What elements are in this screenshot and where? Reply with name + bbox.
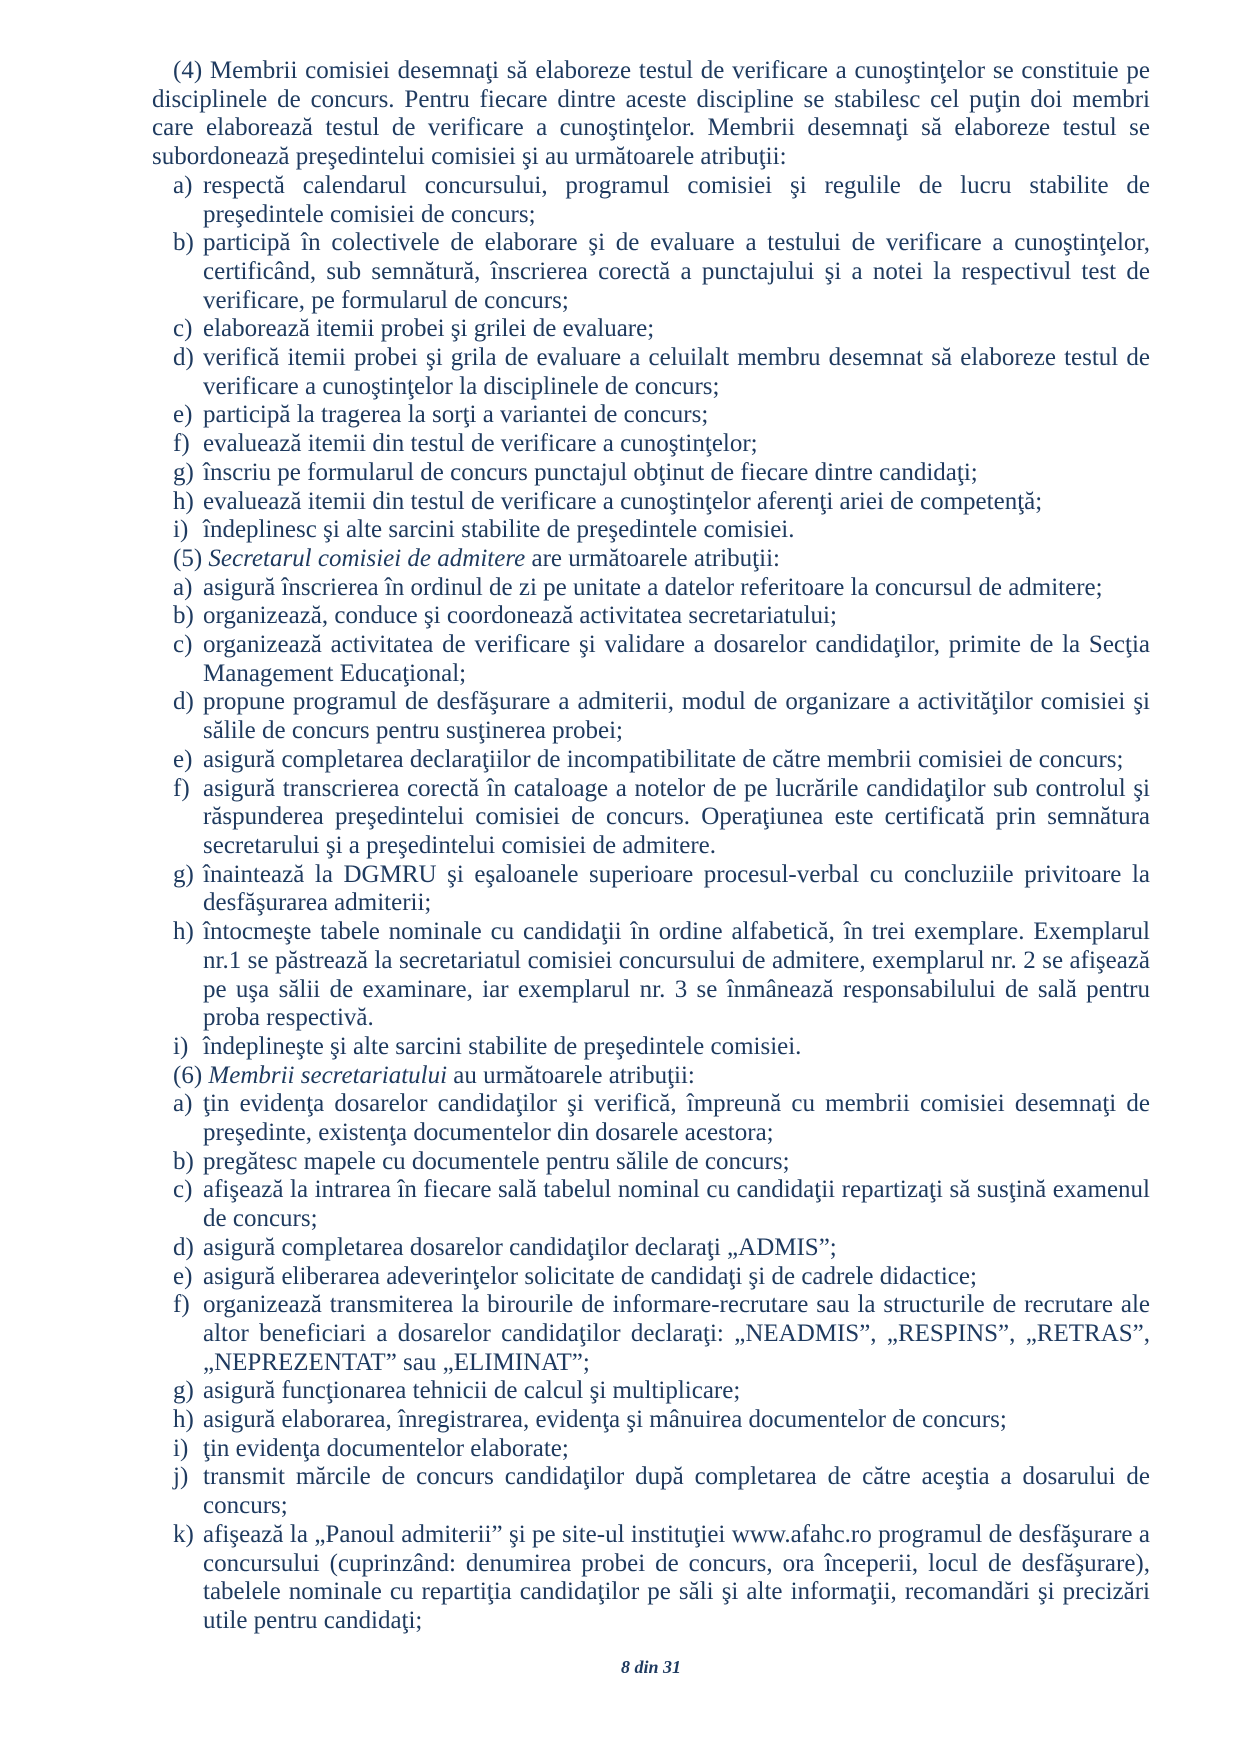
- item-text: propune programul de desfăşurare a admiterii, modul de organizare a activităţilor comisiei şi sălile de concurs pentru susţinerea probei;: [203, 688, 1150, 745]
- list-item: [152, 1090, 1150, 1147]
- section-title-italic: Membrii secretariatului: [208, 1061, 448, 1089]
- item-marker: h): [173, 1406, 194, 1434]
- list-item: [152, 688, 1150, 745]
- list-item: [152, 1435, 1150, 1464]
- item-text: asigură funcţionarea tehnicii de calcul şi multiplicare;: [203, 1377, 741, 1405]
- item-marker: b): [173, 602, 194, 630]
- list-item: [152, 1176, 1150, 1233]
- item-text: evaluează itemii din testul de verificare a cunoştinţelor aferenţi ariei de competenţă;: [203, 487, 1043, 515]
- item-marker: a): [173, 573, 193, 601]
- list-item: [152, 1148, 1150, 1177]
- section-4-heading: [152, 57, 1150, 172]
- section-title-italic: Secretarul comisiei de admitere: [208, 544, 526, 572]
- item-marker: e): [173, 401, 193, 429]
- item-text: organizează activitatea de verificare şi validare a dosarelor candidaţilor, primite de la Secţia Management Educaţional;: [203, 631, 1150, 687]
- list-item: [152, 172, 1150, 229]
- item-marker: i): [173, 516, 189, 544]
- item-marker: b): [173, 1147, 194, 1175]
- section-heading-text: Membrii comisiei desemnaţi să elaboreze testul de verificare a cunoştinţelor se constituie pe disciplinele de concurs. Pentru fiecare dintre aceste discipline se stabilesc cel puţin doi membri care elaborează testul de verificare a cunoştinţelor. Membrii desemnaţi să elaboreze testul se subordonează preşedintelui comisiei şi au următoarele atribuţii:: [152, 57, 1150, 171]
- item-marker: h): [173, 918, 194, 946]
- item-text: asigură completarea declaraţiilor de incompatibilitate de către membrii comisiei de concurs;: [203, 745, 1124, 773]
- item-marker: a): [173, 1090, 193, 1118]
- item-marker: b): [173, 229, 194, 257]
- item-text: înaintează la DGMRU şi eşaloanele superioare procesul-verbal cu concluziile privitoare la desfăşurarea admiterii;: [203, 860, 1150, 917]
- section-heading-text: au următoarele atribuţii:: [447, 1061, 695, 1089]
- item-text: respectă calendarul concursului, programul comisiei şi regulile de lucru stabilite de preşedintele comisiei de concurs;: [203, 171, 1150, 228]
- list-item: [152, 488, 1150, 517]
- item-marker: e): [173, 745, 193, 773]
- item-marker: g): [173, 458, 194, 486]
- item-marker: i): [173, 1032, 189, 1060]
- item-marker: e): [173, 1262, 193, 1290]
- section-heading-text: are următoarele atribuţii:: [525, 544, 780, 572]
- page-number: 8 din 31: [620, 1657, 681, 1677]
- list-item: [152, 430, 1150, 459]
- list-item: [152, 459, 1150, 488]
- section-number: (6): [173, 1061, 209, 1089]
- list-item: [152, 1234, 1150, 1263]
- item-text: afişează la intrarea în fiecare sală tabelul nominal cu candidaţii repartizaţi să susţină examenul de concurs;: [203, 1176, 1150, 1233]
- list-item: [152, 1521, 1150, 1636]
- list-item: [152, 1377, 1150, 1406]
- item-text: organizează, conduce şi coordonează activitatea secretariatului;: [203, 602, 837, 630]
- item-text: afişează la „Panoul admiterii” şi pe site-ul instituţiei www.afahc.ro programul de desfăşurare a concursului (cuprinzând: denumirea probei de concurs, ora începerii, locul de desfăşurare), tabelele nominale cu repartiţia candidaţilor pe săli şi alte informaţii, recomandări şi precizări utile pentru candidaţi;: [203, 1520, 1150, 1634]
- item-text: asigură transcrierea corectă în cataloage a notelor de pe lucrările candidaţilor sub controlul şi răspunderea preşedintelui comisiei de concurs. Operaţiunea este certificată prin semnătura secretarului şi a preşedintelui comisiei de admitere.: [203, 774, 1150, 859]
- item-text: îndeplinesc şi alte sarcini stabilite de preşedintele comisiei.: [203, 516, 795, 544]
- item-text: îndeplineşte şi alte sarcini stabilite de preşedintele comisiei.: [203, 1032, 802, 1060]
- item-text: ţin evidenţa dosarelor candidaţilor şi verifică, împreună cu membrii comisiei desemnaţi de preşedinte, existenţa documentelor din dosarele acestora;: [203, 1090, 1150, 1147]
- item-marker: a): [173, 171, 193, 199]
- list-item: [152, 1463, 1150, 1520]
- item-text: verifică itemii probei şi grila de evaluare a celuilalt membru desemnat să elaboreze testul de verificare a cunoştinţelor la disciplinele de concurs;: [203, 344, 1150, 400]
- list-item: [152, 746, 1150, 775]
- item-text: ţin evidenţa documentelor elaborate;: [203, 1434, 569, 1462]
- item-text: evaluează itemii din testul de verificare a cunoştinţelor;: [203, 430, 758, 458]
- item-text: participă în colectivele de elaborare şi de evaluare a testului de verificare a cunoştinţelor, certificând, sub semnătură, înscrierea corectă a punctajului şi a notei la respectivul test de verificare, pe formularul de concurs;: [203, 229, 1150, 314]
- item-text: participă la tragerea la sorţi a variantei de concurs;: [203, 401, 709, 429]
- item-text: înscriu pe formularul de concurs punctajul obţinut de fiecare dintre candidaţi;: [203, 458, 978, 486]
- list-item: [152, 775, 1150, 861]
- list-item: [152, 1291, 1150, 1377]
- item-marker: c): [173, 631, 193, 659]
- item-marker: j): [173, 1463, 189, 1491]
- item-text: asigură înscrierea în ordinul de zi pe unitate a datelor referitoare la concursul de admitere;: [203, 573, 1103, 601]
- item-text: transmit mărcile de concurs candidaţilor după completarea de către aceştia a dosarului de concurs;: [203, 1463, 1150, 1520]
- list-item: [152, 344, 1150, 401]
- list-item: [152, 401, 1150, 430]
- item-marker: f): [173, 774, 190, 802]
- list-item: [152, 1033, 1150, 1062]
- item-marker: g): [173, 860, 194, 888]
- item-text: asigură completarea dosarelor candidaţilor declaraţi „ADMIS”;: [203, 1233, 837, 1261]
- item-text: asigură eliberarea adeverinţelor solicitate de candidaţi şi de cadrele didactice;: [203, 1262, 977, 1290]
- item-marker: f): [173, 430, 190, 458]
- item-text: întocmeşte tabele nominale cu candidaţii în ordine alfabetică, în trei exemplare. Exemplarul nr.1 se păstrează la secretariatul comisiei concursului de admitere, exemplarul nr. 2 se afişează pe uşa sălii de examinare, iar exemplarul nr. 3 se înmânează responsabilului de sală pentru proba respectivă.: [203, 918, 1150, 1032]
- item-text: elaborează itemii probei şi grilei de evaluare;: [203, 315, 655, 343]
- list-item: [152, 602, 1150, 631]
- item-marker: i): [173, 1434, 189, 1462]
- item-marker: c): [173, 315, 193, 343]
- list-item: [152, 574, 1150, 603]
- item-marker: f): [173, 1291, 190, 1319]
- item-marker: g): [173, 1377, 194, 1405]
- item-marker: d): [173, 1233, 194, 1261]
- list-item: [152, 229, 1150, 315]
- item-text: pregătesc mapele cu documentele pentru sălile de concurs;: [203, 1147, 790, 1175]
- list-item: [152, 1406, 1150, 1435]
- document-body: [152, 57, 1150, 1636]
- item-marker: c): [173, 1176, 193, 1204]
- item-marker: k): [173, 1520, 194, 1548]
- item-marker: h): [173, 487, 194, 515]
- list-item: [152, 315, 1150, 344]
- list-item: [152, 918, 1150, 1033]
- item-text: organizează transmiterea la birourile de informare-recrutare sau la structurile de recrutare ale altor beneficiari a dosarelor candidaţilor declaraţi: „NEADMIS”, „RESPINS”, „RETRAS”, „NEPREZENTAT” sau „ELIMINAT”;: [203, 1291, 1150, 1376]
- list-item: [152, 1263, 1150, 1292]
- list-item: [152, 516, 1150, 545]
- item-marker: d): [173, 688, 194, 716]
- section-5-heading: [152, 545, 1150, 574]
- section-number: (4): [173, 57, 210, 84]
- section-6-heading: [152, 1062, 1150, 1091]
- item-marker: d): [173, 344, 194, 372]
- list-item: [152, 861, 1150, 918]
- section-number: (5): [173, 544, 209, 572]
- list-item: [152, 631, 1150, 688]
- item-text: asigură elaborarea, înregistrarea, evidenţa şi mânuirea documentelor de concurs;: [203, 1406, 1007, 1434]
